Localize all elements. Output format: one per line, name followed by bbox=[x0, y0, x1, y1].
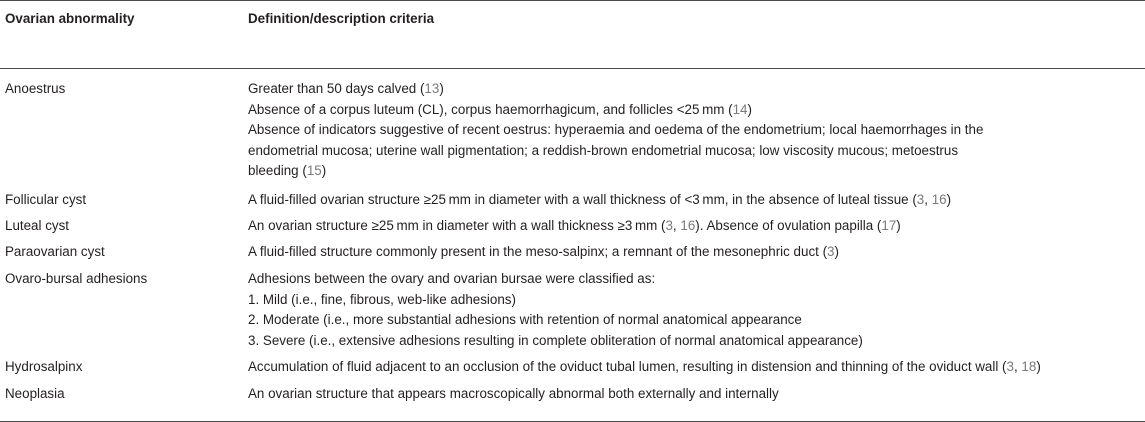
reference-link[interactable]: 13 bbox=[424, 81, 440, 96]
row-definition bbox=[248, 269, 1140, 351]
definition-line: Adhesions between the ovary and ovarian bursae were classified as: bbox=[248, 271, 656, 286]
reference-link[interactable]: 16 bbox=[931, 192, 947, 207]
row-abnormality-name: Anoestrus bbox=[5, 81, 66, 96]
definition-line: An ovarian structure that appears macroscopically abnormal both externally and internally bbox=[248, 386, 779, 401]
reference-link[interactable]: 14 bbox=[732, 101, 748, 117]
row-abnormality-name: Ovaro-bursal adhesions bbox=[5, 271, 148, 286]
definition-line: Absence of indicators suggestive of recent oestrus: hyperaemia and oedema of the endometrium; local haemorrhages in the bbox=[248, 122, 984, 137]
header-rule bbox=[0, 68, 1145, 69]
reference-link[interactable]: 3 bbox=[1006, 359, 1014, 374]
reference-link[interactable]: 3 bbox=[916, 192, 925, 207]
definition-line: endometrial mucosa; uterine wall pigmentation; a reddish-brown endometrial mucosa; low viscosity mucous; metoestrus bbox=[248, 142, 959, 158]
row-definition bbox=[248, 190, 1140, 211]
row-abnormality-name: Neoplasia bbox=[5, 386, 65, 401]
row-abnormality-name: Follicular cyst bbox=[5, 192, 87, 207]
reference-link[interactable]: 3 bbox=[665, 218, 673, 233]
row-abnormality-name: Luteal cyst bbox=[5, 218, 70, 233]
row-definition bbox=[248, 216, 1140, 237]
definition-line: An ovarian structure ≥25 mm in diameter with a wall thickness ≥3 mm (3, 16). Absence of ovulation papilla (17) bbox=[248, 218, 901, 233]
reference-link[interactable]: 16 bbox=[680, 218, 696, 233]
column-header-definition: Definition/description criteria bbox=[248, 11, 435, 26]
reference-link[interactable]: 3 bbox=[827, 244, 835, 259]
definition-line: bleeding (15) bbox=[248, 163, 327, 178]
definition-line: Greater than 50 days calved (13) bbox=[248, 81, 444, 96]
definition-line: Absence of a corpus luteum (CL), corpus haemorrhagicum, and follicles <25 mm (14) bbox=[248, 101, 752, 117]
definition-line: A fluid-filled ovarian structure ≥25 mm in diameter with a wall thickness of <3 mm, in the absence of luteal tissue (3, 16) bbox=[248, 192, 952, 207]
definition-line: A fluid-filled structure commonly present in the meso-salpinx; a remnant of the mesonephric duct (3) bbox=[248, 244, 839, 259]
row-definition bbox=[248, 357, 1140, 378]
row-abnormality-name: Hydrosalpinx bbox=[5, 359, 83, 374]
row-definition bbox=[248, 242, 1140, 263]
row-definition bbox=[248, 384, 1140, 405]
reference-link[interactable]: 18 bbox=[1021, 359, 1037, 374]
reference-link[interactable]: 17 bbox=[881, 218, 897, 233]
definition-line: 3. Severe (i.e., extensive adhesions resulting in complete obliteration of normal anatomical appearance) bbox=[248, 332, 863, 348]
row-abnormality-name: Paraovarian cyst bbox=[5, 244, 105, 259]
row-definition bbox=[248, 79, 1140, 182]
definition-line: 2. Moderate (i.e., more substantial adhesions with retention of normal anatomical appearance bbox=[248, 312, 802, 327]
table-top-rule bbox=[0, 0, 1145, 1]
column-header-ovarian-abnormality: Ovarian abnormality bbox=[5, 11, 135, 26]
definition-line: 1. Mild (i.e., fine, fibrous, web-like adhesions) bbox=[248, 291, 516, 307]
definition-line: Accumulation of fluid adjacent to an occlusion of the oviduct tubal lumen, resulting in distension and thinning of the oviduct wall (3, 18) bbox=[248, 359, 1041, 374]
reference-link[interactable]: 15 bbox=[306, 163, 322, 178]
